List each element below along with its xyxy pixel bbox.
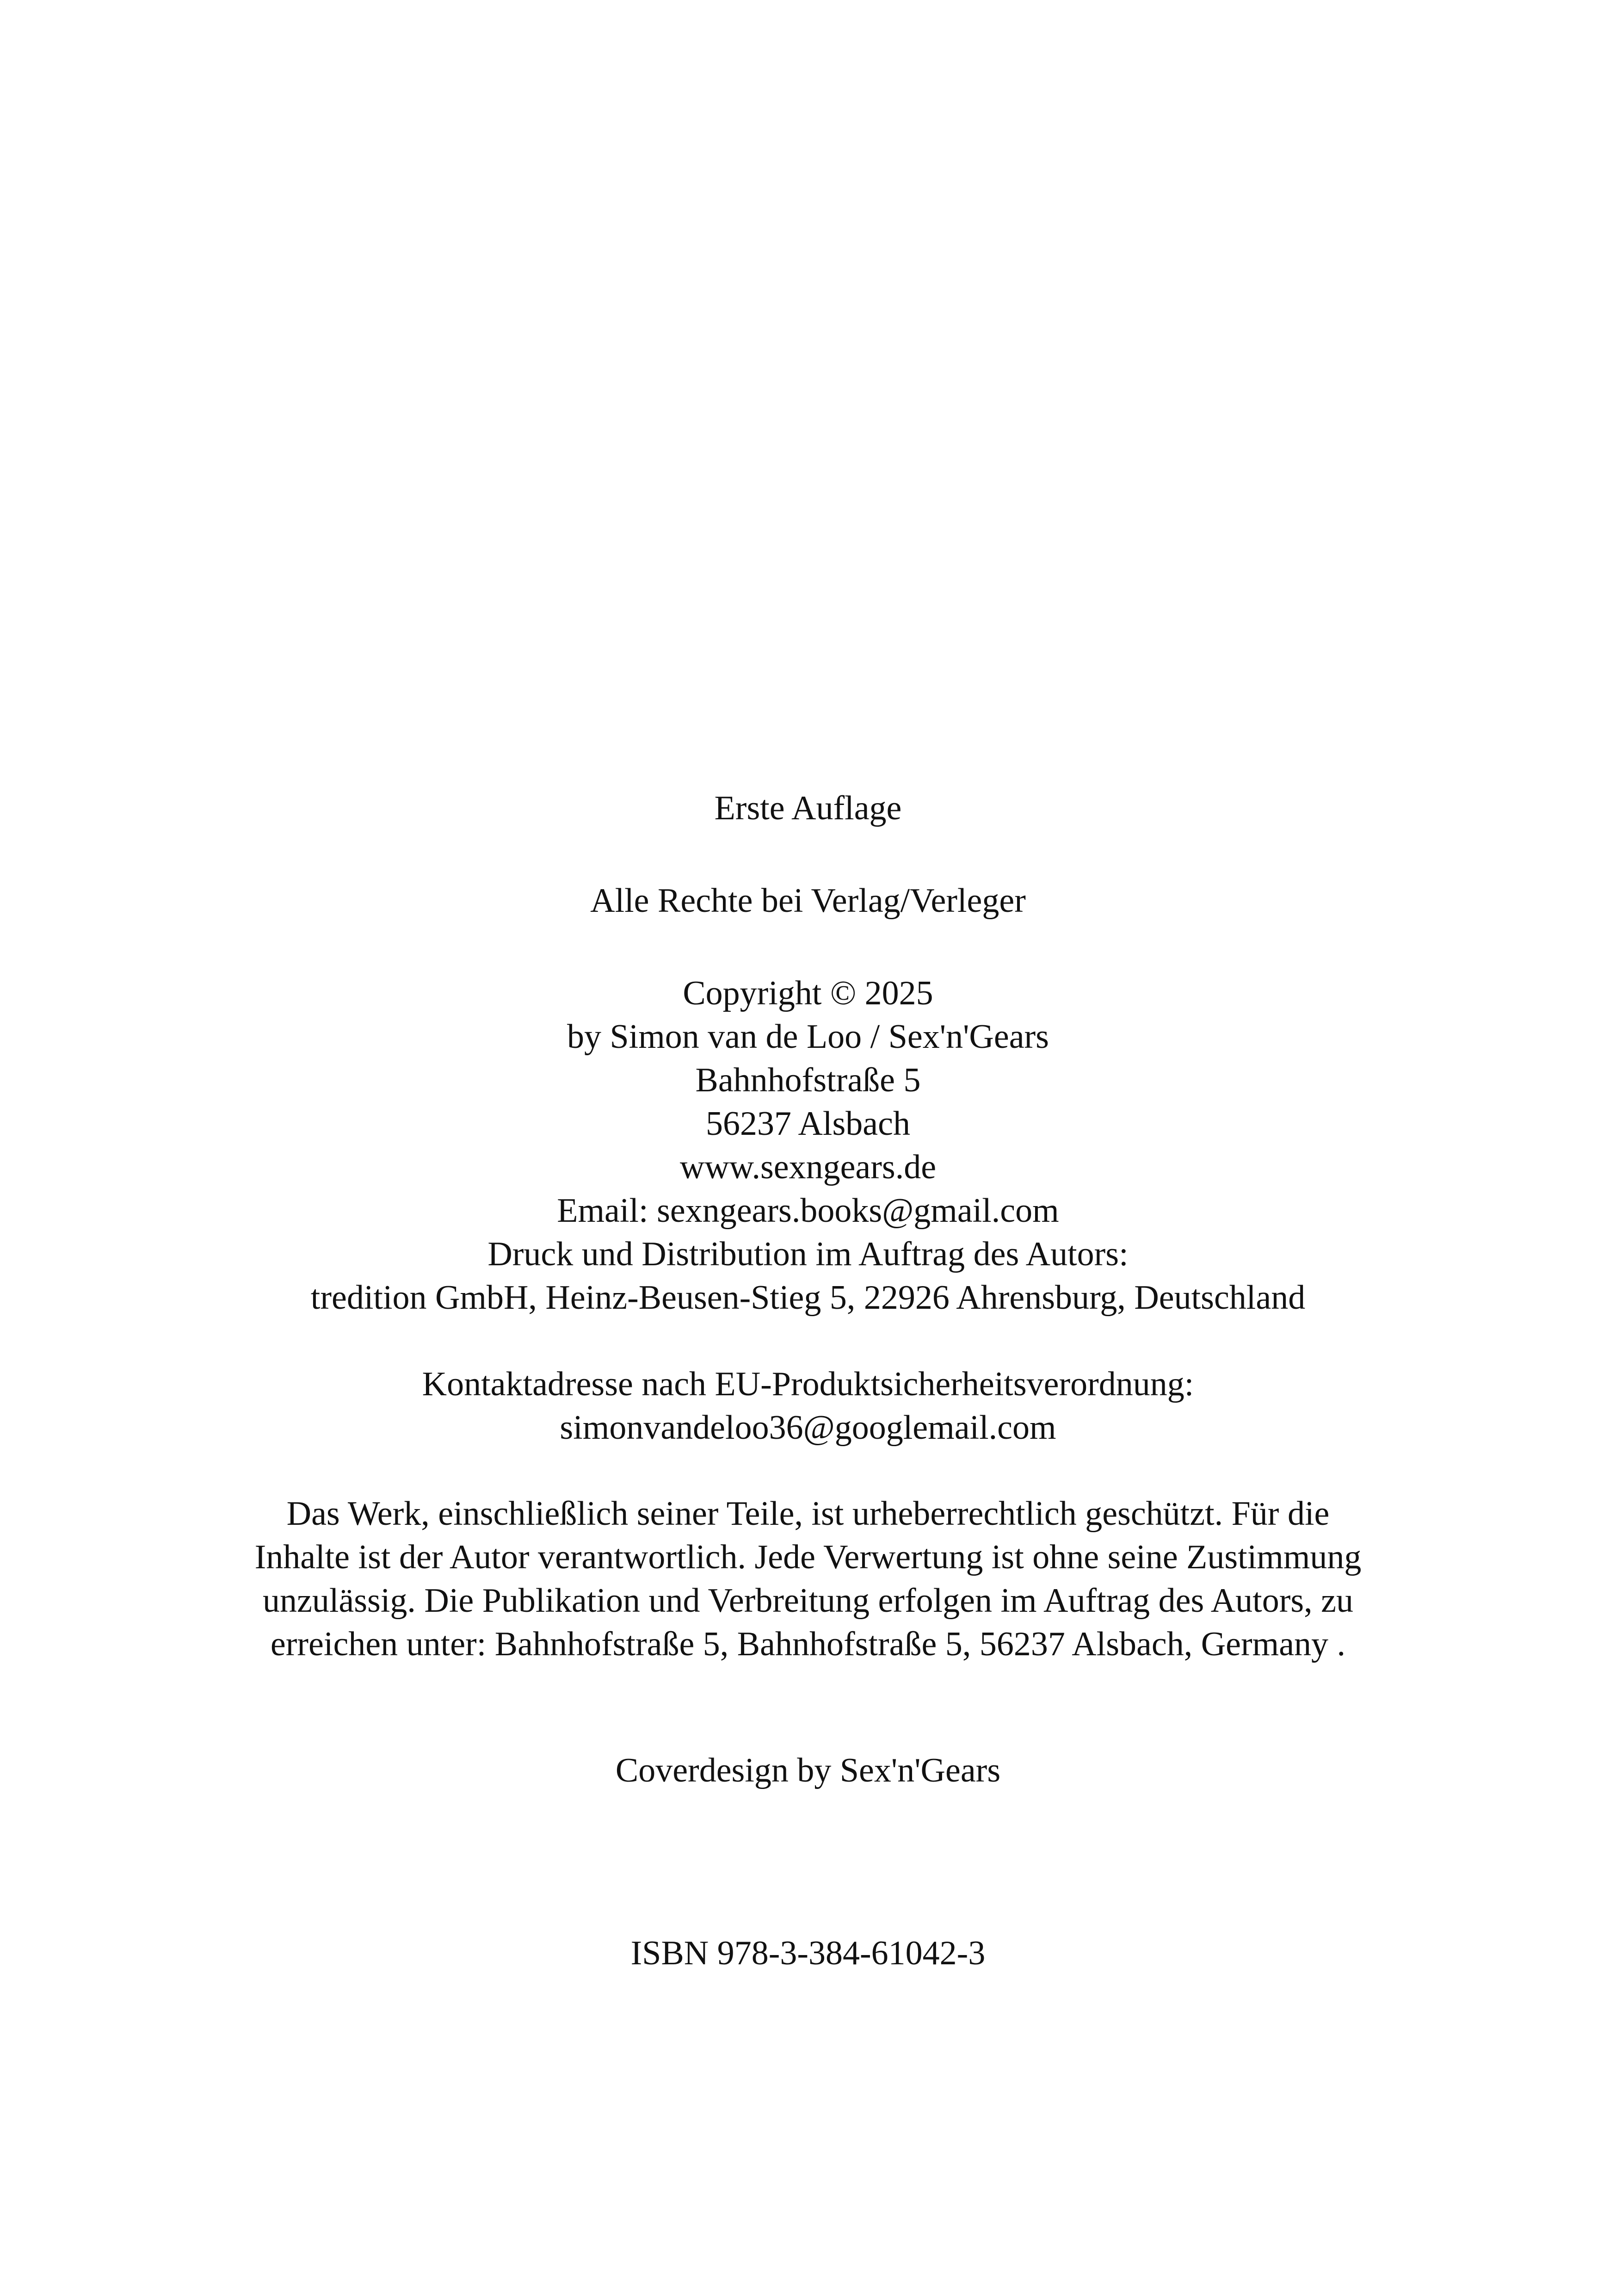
isbn-text: ISBN 978-3-384-61042-3 (630, 1934, 986, 1972)
website-line: www.sexngears.de (679, 1148, 937, 1186)
street-line: Bahnhofstraße 5 (695, 1061, 921, 1099)
printer-address-line: tredition GmbH, Heinz-Beusen-Stieg 5, 22926 Ahrensburg, Deutschland (310, 1279, 1306, 1317)
contact-email: simonvandeloo36@googlemail.com (560, 1409, 1056, 1447)
edition-text: Erste Auflage (714, 789, 902, 827)
cover-credit (0, 1749, 1616, 1792)
isbn (0, 1931, 1616, 1975)
rights-note (0, 879, 1616, 922)
legal-line: unzulässig. Die Publikation und Verbreitung erfolgen im Auftrag des Autors, zu (262, 1582, 1354, 1620)
print-distribution-line: Druck und Distribution im Auftrag des Autors: (487, 1235, 1129, 1273)
legal-line: Das Werk, einschließlich seiner Teile, ist urheberrechtlich geschützt. Für die (286, 1495, 1330, 1533)
cover-credit-text: Coverdesign by Sex'n'Gears (615, 1751, 1001, 1789)
city-line: 56237 Alsbach (706, 1105, 910, 1143)
email-line: Email: sexngears.books@gmail.com (557, 1192, 1059, 1230)
author-line: by Simon van de Loo / Sex'n'Gears (567, 1018, 1049, 1056)
copyright-line: Copyright © 2025 (683, 974, 933, 1012)
legal-notice (0, 1492, 1616, 1666)
legal-line: erreichen unter: Bahnhofstraße 5, Bahnhofstraße 5, 56237 Alsbach, Germany . (270, 1625, 1346, 1663)
rights-text: Alle Rechte bei Verlag/Verleger (590, 882, 1026, 920)
contact-heading: Kontaktadresse nach EU-Produktsicherheitsverordnung: (422, 1365, 1194, 1403)
legal-line: Inhalte ist der Autor verantwortlich. Jede Verwertung ist ohne seine Zustimmung (254, 1538, 1362, 1576)
copyright-block (0, 972, 1616, 1319)
contact-block (0, 1362, 1616, 1449)
edition-note (0, 786, 1616, 830)
